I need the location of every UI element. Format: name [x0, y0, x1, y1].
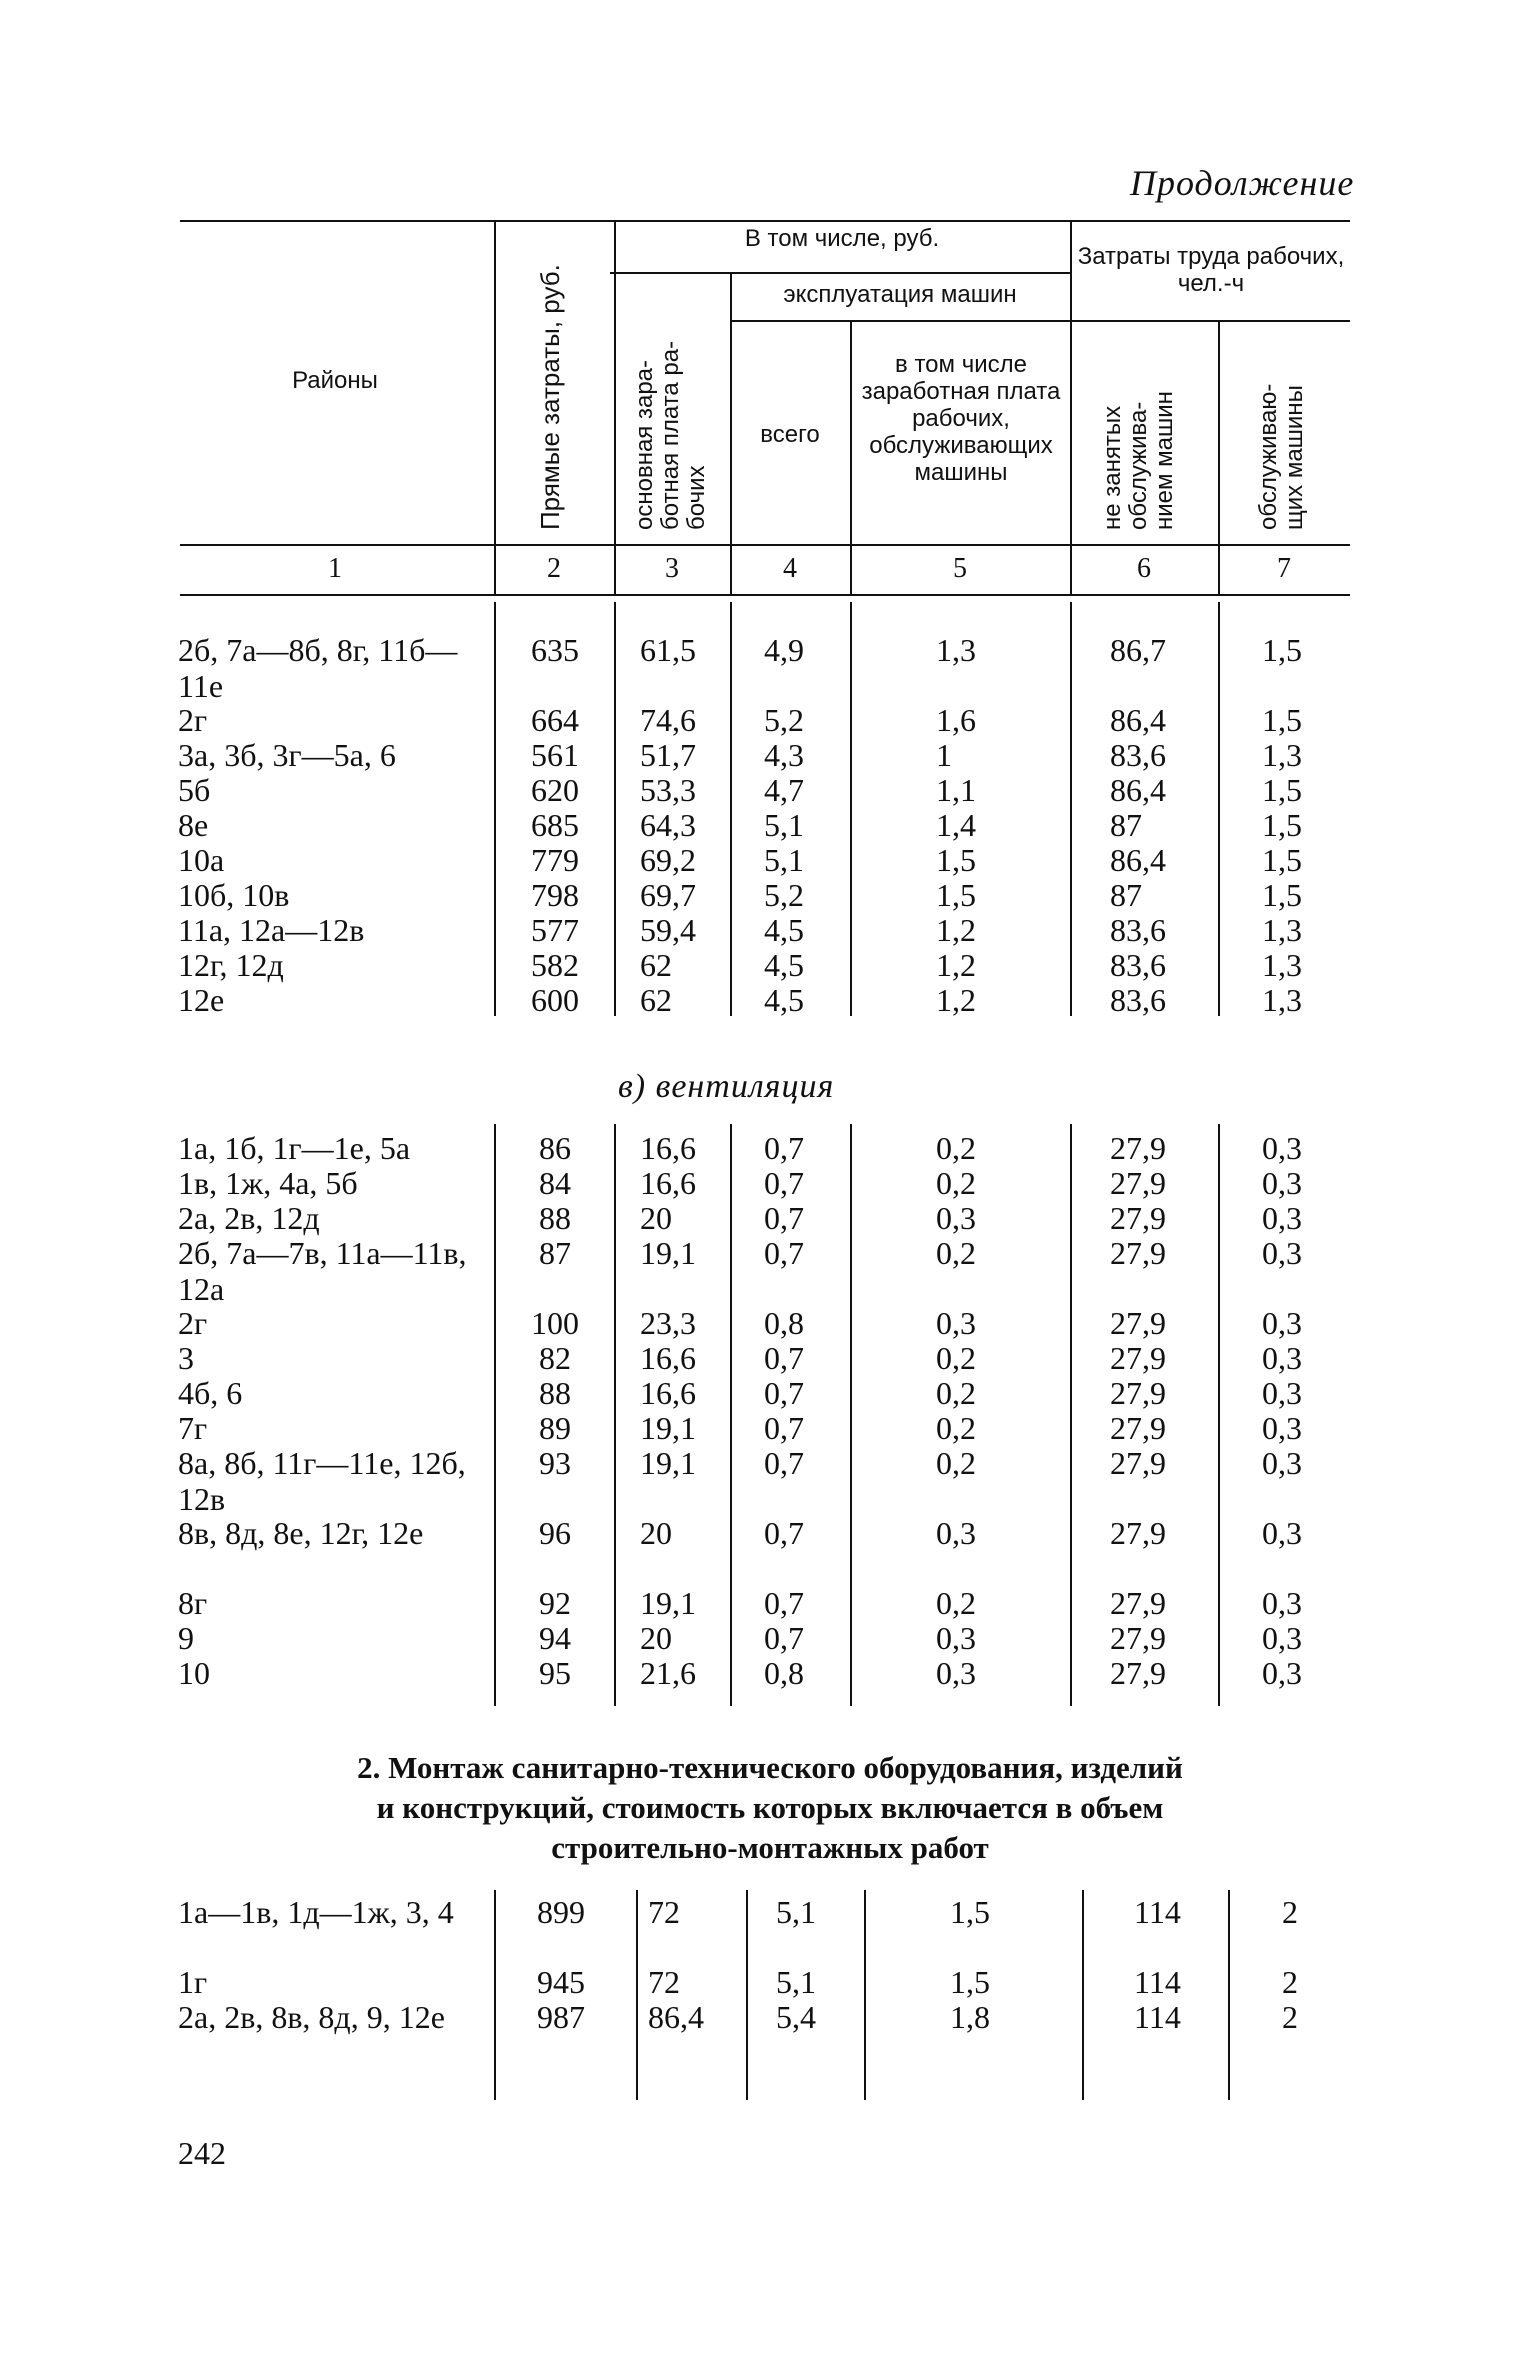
value-cell-c2: 899 — [537, 1894, 585, 1930]
value-cell-c4: 5,1 — [764, 842, 804, 878]
region-cell: 5б — [178, 772, 211, 808]
value-cell-c2: 87 — [539, 1235, 571, 1271]
value-cell-c4: 4,9 — [764, 632, 804, 668]
block1-divider — [494, 602, 496, 1016]
value-cell-c5: 1,1 — [936, 772, 976, 808]
value-cell-c3: 19,1 — [640, 1410, 696, 1446]
region-cell: 1в, 1ж, 4а, 5б — [178, 1165, 358, 1201]
value-cell-c3: 16,6 — [640, 1130, 696, 1166]
value-cell-c2: 100 — [531, 1305, 579, 1341]
value-cell-c6: 86,7 — [1110, 632, 1166, 668]
value-cell-c2: 798 — [531, 877, 579, 913]
value-cell-c4: 0,7 — [764, 1585, 804, 1621]
value-cell-c3: 16,6 — [640, 1340, 696, 1376]
value-cell-c5: 1,5 — [936, 842, 976, 878]
value-cell-c2: 945 — [537, 1964, 585, 2000]
value-cell-c2: 987 — [537, 1999, 585, 2035]
value-cell-c6: 87 — [1110, 877, 1142, 913]
value-cell-c3: 51,7 — [640, 737, 696, 773]
value-cell-c3: 16,6 — [640, 1165, 696, 1201]
value-cell-c5: 0,3 — [936, 1200, 976, 1236]
block2-divider — [850, 1124, 852, 1706]
value-cell-c3: 21,6 — [640, 1655, 696, 1691]
value-cell-c5: 0,3 — [936, 1515, 976, 1551]
value-cell-c2: 635 — [531, 632, 579, 668]
section2-heading — [220, 1748, 1320, 1868]
value-cell-c7: 0,3 — [1262, 1620, 1302, 1656]
block3-divider — [1082, 1890, 1084, 2100]
value-cell-c6: 83,6 — [1110, 737, 1166, 773]
value-cell-c5: 1,2 — [936, 912, 976, 948]
ventilation-title: в) вентиляция — [618, 1068, 835, 1105]
value-cell-c7: 1,3 — [1262, 982, 1302, 1018]
value-cell-c6: 27,9 — [1110, 1340, 1166, 1376]
value-cell-c5: 0,2 — [936, 1340, 976, 1376]
value-cell-c4: 0,7 — [764, 1445, 804, 1481]
col-number-2: 2 — [547, 553, 561, 584]
header-incl-machine-wage: в том числе заработная плата рабочих, обслуживающих машины — [861, 351, 1061, 486]
value-cell-c6: 27,9 — [1110, 1410, 1166, 1446]
col-number-3: 3 — [665, 553, 679, 584]
region-cell: 3а, 3б, 3г—5а, 6 — [178, 737, 396, 773]
value-cell-c6: 27,9 — [1110, 1305, 1166, 1341]
value-cell-c4: 0,7 — [764, 1515, 804, 1551]
value-cell-c6: 86,4 — [1110, 772, 1166, 808]
value-cell-c3: 23,3 — [640, 1305, 696, 1341]
value-cell-c5: 0,2 — [936, 1165, 976, 1201]
value-cell-c2: 685 — [531, 807, 579, 843]
value-cell-c7: 1,5 — [1262, 772, 1302, 808]
value-cell-c2: 92 — [539, 1585, 571, 1621]
header-incl-rub: В том числе, руб. — [744, 225, 940, 252]
value-cell-c5: 0,2 — [936, 1375, 976, 1411]
value-cell-c4: 0,7 — [764, 1200, 804, 1236]
block1-divider — [1070, 602, 1072, 1016]
value-cell-c2: 561 — [531, 737, 579, 773]
region-cell: 2г — [178, 1305, 208, 1341]
region-cell: 2г — [178, 702, 208, 738]
value-cell-c5: 1,5 — [950, 1964, 990, 2000]
block1-divider — [730, 602, 732, 1016]
value-cell-c4: 4,3 — [764, 737, 804, 773]
value-cell-c4: 5,2 — [764, 702, 804, 738]
value-cell-c2: 88 — [539, 1200, 571, 1236]
value-cell-c3: 53,3 — [640, 772, 696, 808]
value-cell-c7: 1,5 — [1262, 842, 1302, 878]
value-cell-c7: 0,3 — [1262, 1655, 1302, 1691]
value-cell-c7: 0,3 — [1262, 1515, 1302, 1551]
header-machine-ops: эксплуатация машин — [783, 281, 1017, 308]
value-cell-c6: 27,9 — [1110, 1375, 1166, 1411]
value-cell-c4: 4,5 — [764, 912, 804, 948]
value-cell-c6: 114 — [1134, 1964, 1181, 2000]
region-cell: 3 — [178, 1340, 194, 1376]
value-cell-c6: 27,9 — [1110, 1130, 1166, 1166]
value-cell-c4: 0,7 — [764, 1235, 804, 1271]
header-regions: Районы — [292, 367, 378, 394]
header-bottom-rule — [180, 544, 1350, 546]
continued-label: Продолжение — [1130, 163, 1355, 203]
region-cell: 1а—1в, 1д—1ж, 3, 4 — [178, 1894, 454, 1930]
value-cell-c4: 5,2 — [764, 877, 804, 913]
section2-heading-line3: строительно-монтажных работ — [551, 1830, 989, 1865]
section2-heading-line2: и конструкций, стоимость которых включается в объем — [376, 1790, 1164, 1825]
value-cell-c4: 0,7 — [764, 1410, 804, 1446]
block2-divider — [1218, 1124, 1220, 1706]
value-cell-c5: 1,3 — [936, 632, 976, 668]
value-cell-c5: 1,2 — [936, 982, 976, 1018]
value-cell-c5: 1,5 — [950, 1894, 990, 1930]
region-cell: 8в, 8д, 8е, 12г, 12е — [178, 1515, 424, 1551]
column-numbers-rule — [180, 594, 1350, 596]
value-cell-c3: 20 — [640, 1620, 672, 1656]
region-cell: 2а, 2в, 12д — [178, 1200, 320, 1236]
value-cell-c6: 114 — [1134, 1894, 1181, 1930]
region-cell: 10б, 10в — [178, 877, 290, 913]
value-cell-c7: 0,3 — [1262, 1375, 1302, 1411]
value-cell-c5: 0,3 — [936, 1655, 976, 1691]
value-cell-c6: 27,9 — [1110, 1585, 1166, 1621]
value-cell-c6: 83,6 — [1110, 912, 1166, 948]
value-cell-c7: 1,3 — [1262, 737, 1302, 773]
value-cell-c3: 86,4 — [648, 1999, 704, 2035]
block1-divider — [1218, 602, 1220, 1016]
value-cell-c3: 19,1 — [640, 1235, 696, 1271]
value-cell-c5: 0,2 — [936, 1585, 976, 1621]
block2-divider — [1070, 1124, 1072, 1706]
value-cell-c3: 19,1 — [640, 1585, 696, 1621]
section2-heading-line1: 2. Монтаж санитарно-технического оборудования, изделий — [357, 1750, 1183, 1785]
value-cell-c4: 4,7 — [764, 772, 804, 808]
value-cell-c7: 1,3 — [1262, 947, 1302, 983]
value-cell-c4: 4,5 — [764, 982, 804, 1018]
header-divider — [494, 220, 496, 594]
region-cell: 1г — [178, 1964, 208, 2000]
value-cell-c5: 1,2 — [936, 947, 976, 983]
value-cell-c2: 96 — [539, 1515, 571, 1551]
value-cell-c5: 0,2 — [936, 1130, 976, 1166]
region-cell: 2а, 2в, 8в, 8д, 9, 12е — [178, 1999, 445, 2035]
header-divider — [614, 220, 616, 594]
value-cell-c3: 72 — [648, 1964, 680, 2000]
value-cell-c5: 1,8 — [950, 1999, 990, 2035]
region-cell: 9 — [178, 1620, 194, 1656]
value-cell-c3: 62 — [640, 982, 672, 1018]
value-cell-c7: 0,3 — [1262, 1585, 1302, 1621]
block1-divider — [850, 602, 852, 1016]
value-cell-c2: 82 — [539, 1340, 571, 1376]
value-cell-c4: 5,1 — [776, 1894, 816, 1930]
col-number-6: 6 — [1137, 553, 1151, 584]
value-cell-c3: 61,5 — [640, 632, 696, 668]
region-cell: 12е — [178, 982, 225, 1018]
value-cell-c2: 88 — [539, 1375, 571, 1411]
value-cell-c2: 95 — [539, 1655, 571, 1691]
value-cell-c2: 620 — [531, 772, 579, 808]
region-cell: 1а, 1б, 1г—1е, 5а — [178, 1130, 411, 1166]
value-cell-c3: 64,3 — [640, 807, 696, 843]
value-cell-c5: 0,2 — [936, 1235, 976, 1271]
region-cell: 8е — [178, 807, 209, 843]
block3-divider — [746, 1890, 748, 2100]
value-cell-c7: 0,3 — [1262, 1235, 1302, 1271]
block3-divider — [494, 1890, 496, 2100]
value-cell-c3: 62 — [640, 947, 672, 983]
block1-divider — [614, 602, 616, 1016]
value-cell-c7: 1,3 — [1262, 912, 1302, 948]
value-cell-c2: 94 — [539, 1620, 571, 1656]
value-cell-c7: 1,5 — [1262, 877, 1302, 913]
table-top-rule — [180, 220, 1350, 222]
region-cell: 8а, 8б, 11г—11е, 12б, 12в — [178, 1445, 466, 1517]
value-cell-c4: 0,7 — [764, 1375, 804, 1411]
col-number-7: 7 — [1277, 553, 1291, 584]
header-machine-servicing: обслуживаю- щих машины — [1255, 383, 1308, 530]
value-cell-c2: 779 — [531, 842, 579, 878]
value-cell-c2: 86 — [539, 1130, 571, 1166]
value-cell-c3: 74,6 — [640, 702, 696, 738]
value-cell-c2: 577 — [531, 912, 579, 948]
value-cell-c2: 89 — [539, 1410, 571, 1446]
value-cell-c7: 0,3 — [1262, 1165, 1302, 1201]
value-cell-c3: 20 — [640, 1200, 672, 1236]
page-number: 242 — [178, 2135, 226, 2171]
value-cell-c4: 0,7 — [764, 1165, 804, 1201]
region-cell: 10 — [178, 1655, 210, 1691]
subheader-rule-labor — [1070, 320, 1350, 322]
value-cell-c7: 0,3 — [1262, 1410, 1302, 1446]
value-cell-c5: 0,3 — [936, 1305, 976, 1341]
value-cell-c2: 582 — [531, 947, 579, 983]
value-cell-c6: 87 — [1110, 807, 1142, 843]
block2-divider — [494, 1124, 496, 1706]
value-cell-c4: 0,8 — [764, 1305, 804, 1341]
value-cell-c6: 27,9 — [1110, 1445, 1166, 1481]
block2-divider — [730, 1124, 732, 1706]
col-number-1: 1 — [328, 553, 342, 584]
value-cell-c7: 0,3 — [1262, 1200, 1302, 1236]
value-cell-c5: 1,5 — [936, 877, 976, 913]
header-total: всего — [760, 421, 820, 448]
value-cell-c3: 19,1 — [640, 1445, 696, 1481]
value-cell-c5: 0,3 — [936, 1620, 976, 1656]
value-cell-c3: 20 — [640, 1515, 672, 1551]
subheader-rule-machine — [730, 320, 1070, 322]
header-base-wage: основная зара- ботная плата ра- бочих — [631, 340, 710, 530]
value-cell-c5: 0,2 — [936, 1410, 976, 1446]
value-cell-c6: 27,9 — [1110, 1620, 1166, 1656]
region-cell: 10а — [178, 842, 225, 878]
value-cell-c3: 16,6 — [640, 1375, 696, 1411]
value-cell-c6: 86,4 — [1110, 702, 1166, 738]
value-cell-c7: 0,3 — [1262, 1130, 1302, 1166]
value-cell-c6: 83,6 — [1110, 982, 1166, 1018]
value-cell-c3: 72 — [648, 1894, 680, 1930]
value-cell-c4: 5,1 — [764, 807, 804, 843]
block2-divider — [614, 1124, 616, 1706]
col-number-4: 4 — [783, 553, 797, 584]
value-cell-c7: 1,5 — [1262, 702, 1302, 738]
value-cell-c6: 27,9 — [1110, 1655, 1166, 1691]
value-cell-c7: 0,3 — [1262, 1340, 1302, 1376]
value-cell-c5: 0,2 — [936, 1445, 976, 1481]
value-cell-c5: 1,6 — [936, 702, 976, 738]
value-cell-c2: 600 — [531, 982, 579, 1018]
value-cell-c6: 83,6 — [1110, 947, 1166, 983]
value-cell-c6: 27,9 — [1110, 1165, 1166, 1201]
block3-divider — [636, 1890, 638, 2100]
region-cell: 2б, 7а—8б, 8г, 11б—11е — [178, 632, 458, 704]
region-cell: 2б, 7а—7в, 11а—11в, 12а — [178, 1235, 467, 1307]
region-cell: 12г, 12д — [178, 947, 284, 983]
value-cell-c3: 69,2 — [640, 842, 696, 878]
value-cell-c3: 59,4 — [640, 912, 696, 948]
region-cell: 7г — [178, 1410, 208, 1446]
value-cell-c2: 93 — [539, 1445, 571, 1481]
region-cell: 8г — [178, 1585, 208, 1621]
value-cell-c7: 2 — [1282, 1999, 1298, 2035]
value-cell-c6: 114 — [1134, 1999, 1181, 2035]
header-labor-costs: Затраты труда рабочих, чел.-ч — [1077, 243, 1345, 297]
value-cell-c7: 1,5 — [1262, 632, 1302, 668]
value-cell-c7: 0,3 — [1262, 1305, 1302, 1341]
value-cell-c7: 2 — [1282, 1894, 1298, 1930]
value-cell-c3: 69,7 — [640, 877, 696, 913]
value-cell-c4: 5,1 — [776, 1964, 816, 2000]
value-cell-c6: 27,9 — [1110, 1200, 1166, 1236]
value-cell-c4: 0,7 — [764, 1340, 804, 1376]
value-cell-c2: 664 — [531, 702, 579, 738]
region-cell: 11а, 12а—12в — [178, 912, 365, 948]
value-cell-c4: 0,7 — [764, 1620, 804, 1656]
value-cell-c5: 1 — [936, 737, 952, 773]
header-not-machine: не занятых обслужива- нием машин — [1099, 391, 1178, 530]
value-cell-c5: 1,4 — [936, 807, 976, 843]
value-cell-c7: 1,5 — [1262, 807, 1302, 843]
region-cell: 4б, 6 — [178, 1375, 243, 1411]
value-cell-c2: 84 — [539, 1165, 571, 1201]
value-cell-c4: 4,5 — [764, 947, 804, 983]
value-cell-c6: 86,4 — [1110, 842, 1166, 878]
value-cell-c4: 0,8 — [764, 1655, 804, 1691]
value-cell-c7: 2 — [1282, 1964, 1298, 2000]
value-cell-c6: 27,9 — [1110, 1515, 1166, 1551]
col-number-5: 5 — [953, 553, 967, 584]
value-cell-c7: 0,3 — [1262, 1445, 1302, 1481]
value-cell-c4: 5,4 — [776, 1999, 816, 2035]
value-cell-c6: 27,9 — [1110, 1235, 1166, 1271]
block3-divider — [1228, 1890, 1230, 2100]
value-cell-c4: 0,7 — [764, 1130, 804, 1166]
subheader-rule-incl — [610, 272, 1070, 274]
header-direct-costs: Прямые затраты, руб. — [535, 264, 565, 530]
